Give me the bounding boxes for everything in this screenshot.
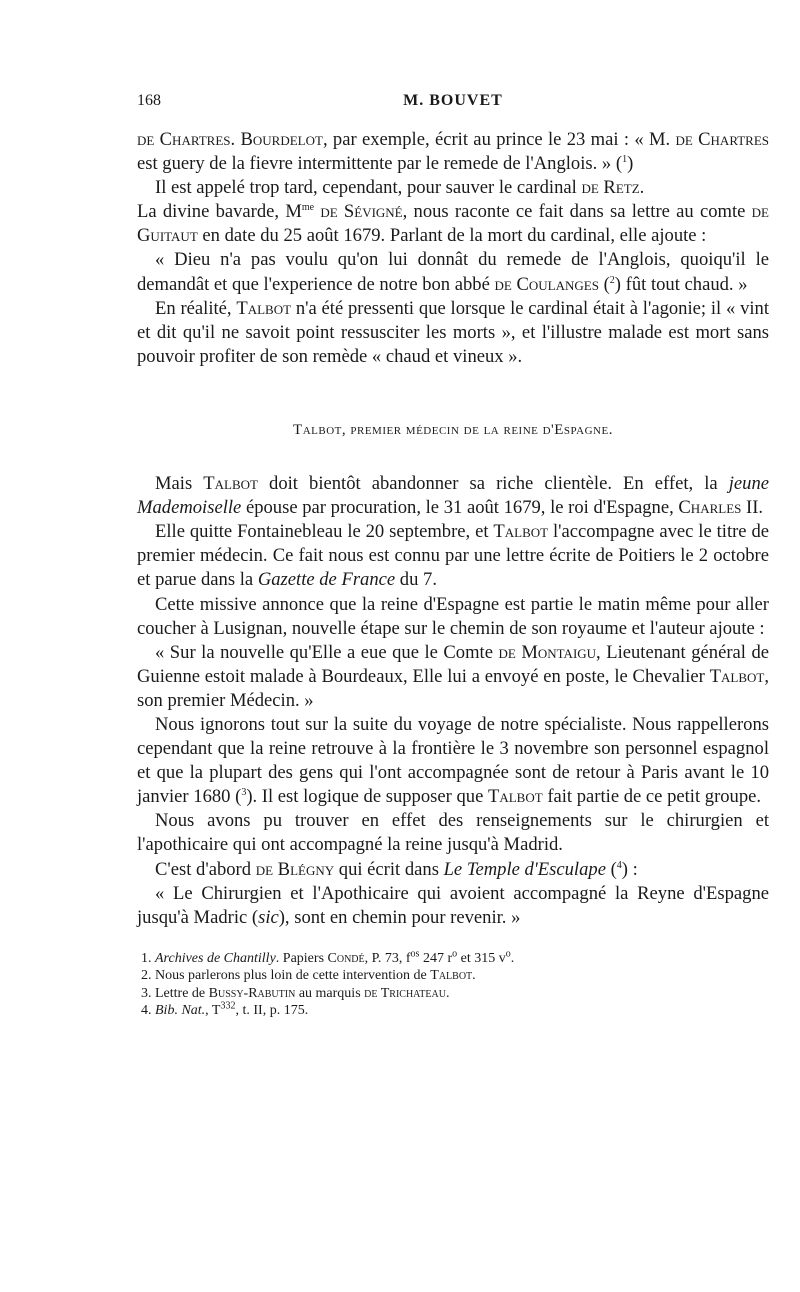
paragraph-2: Il est appelé trop tard, cependant, pour sauver le cardinal de Retz. bbox=[155, 177, 645, 199]
paragraph-1: de Chartres. Bourdelot, par exemple, écrit au prince le 23 mai : « M. de Chartres est guery de la fievre intermittente par le remede de l'Anglois. » ($^1$) bbox=[137, 129, 769, 175]
footnote-2: 2. Nous parlerons plus loin de cette intervention de Talbot. bbox=[141, 968, 476, 984]
footnote-4: 4. Bib. Nat., $T^{332}$, t. II, p. 175. bbox=[141, 1000, 309, 1019]
page-header bbox=[137, 92, 769, 118]
footnote-ref: 3 bbox=[241, 787, 247, 799]
section-heading: Talbot, premier médecin de la reine d'Espagne. bbox=[293, 421, 613, 438]
paragraph-3: La divine bavarde, $M^{me}$ de Sévigné, nous raconte ce fait dans sa lettre au comte de Guitaut en date du 25 août 1679. Parlant de la mort du cardinal, elle ajoute : bbox=[137, 201, 769, 247]
paragraph-4: « Dieu n'a pas voulu qu'on lui donnât du remede de l'Anglois, quoiqu'il le demandât et que l'experience de notre bon abbé de Coulanges ($^2$) fût tout chaud. » bbox=[137, 249, 769, 295]
footnote-ref: 1 bbox=[622, 153, 628, 165]
paragraph-10: Nous ignorons tout sur la suite du voyage de notre spécialiste. Nous rappellerons cependant que la reine retrouve à la frontière le 3 novembre son personnel espagnol et que la plupart des gens qui l'ont accompagnée sont de retour à Paris avant le 10 janvier 1680 ($^3$). Il est logique de supposer que Talbot fait partie de ce petit groupe. bbox=[137, 713, 769, 808]
paragraph-8: Cette missive annonce que la reine d'Espagne est partie le matin même pour aller coucher à Lusignan, nouvelle étape sur le chemin de son royaume et l'auteur ajoute : bbox=[137, 593, 769, 639]
paragraph-11: Nous avons pu trouver en effet des renseignements sur le chirurgien et l'apothicaire qui ont accompagné la reine jusqu'à Madrid. bbox=[137, 810, 769, 856]
footnotes bbox=[141, 950, 769, 1020]
footnote-3: 3. Lettre de Bussy-Rabutin au marquis de Trichateau. bbox=[141, 985, 450, 1001]
paragraph-7: Elle quitte Fontainebleau le 20 septembre, et Talbot l'accompagne avec le titre de premier médecin. Ce fait nous est connu par une lettre écrite de Poitiers le 2 octobre et parue dans la Gazette de France du 7. bbox=[137, 521, 770, 591]
footnote-ref: 2 bbox=[609, 274, 615, 286]
paragraph-6: Mais Talbot doit bientôt abandonner sa riche clientèle. En effet, la jeune Mademoiselle épouse par procuration, le 31 août 1679, le roi d'Espagne, Charles II. bbox=[137, 473, 769, 519]
paragraph-5: En réalité, Talbot n'a été pressenti que lorsque le cardinal était à l'agonie; il « vint et dit qu'il ne savoit point ressusciter les morts », et l'illustre malade est mort sans pouvoir profiter de son remède « chaud et vineux ». bbox=[137, 297, 769, 367]
paragraph-13: « Le Chirurgien et l'Apothicaire qui avoient accompagné la Reyne d'Espagne jusqu'à Madric (sic), sont en chemin pour revenir. » bbox=[137, 882, 769, 928]
body-text bbox=[137, 128, 769, 930]
paragraph-9: « Sur la nouvelle qu'Elle a eue que le Comte de Montaigu, Lieutenant général de Guienne estoit malade à Bourdeaux, Elle lui a envoyé en poste, le Chevalier Talbot, son premier Médecin. » bbox=[137, 641, 769, 711]
running-head: M. BOUVET bbox=[403, 92, 503, 109]
paragraph-12: C'est d'abord de Blégny qui écrit dans Le Temple d'Esculape ($^4$) : bbox=[155, 858, 638, 880]
page bbox=[137, 92, 769, 1020]
page-number: 168 bbox=[137, 92, 161, 109]
footnote-1: 1. Archives de Chantilly. Papiers Condé, P. 73, $f^{os}$ 247 $r^o$ et 315 $v^o$. bbox=[141, 948, 515, 966]
footnote-ref: 4 bbox=[616, 859, 622, 871]
